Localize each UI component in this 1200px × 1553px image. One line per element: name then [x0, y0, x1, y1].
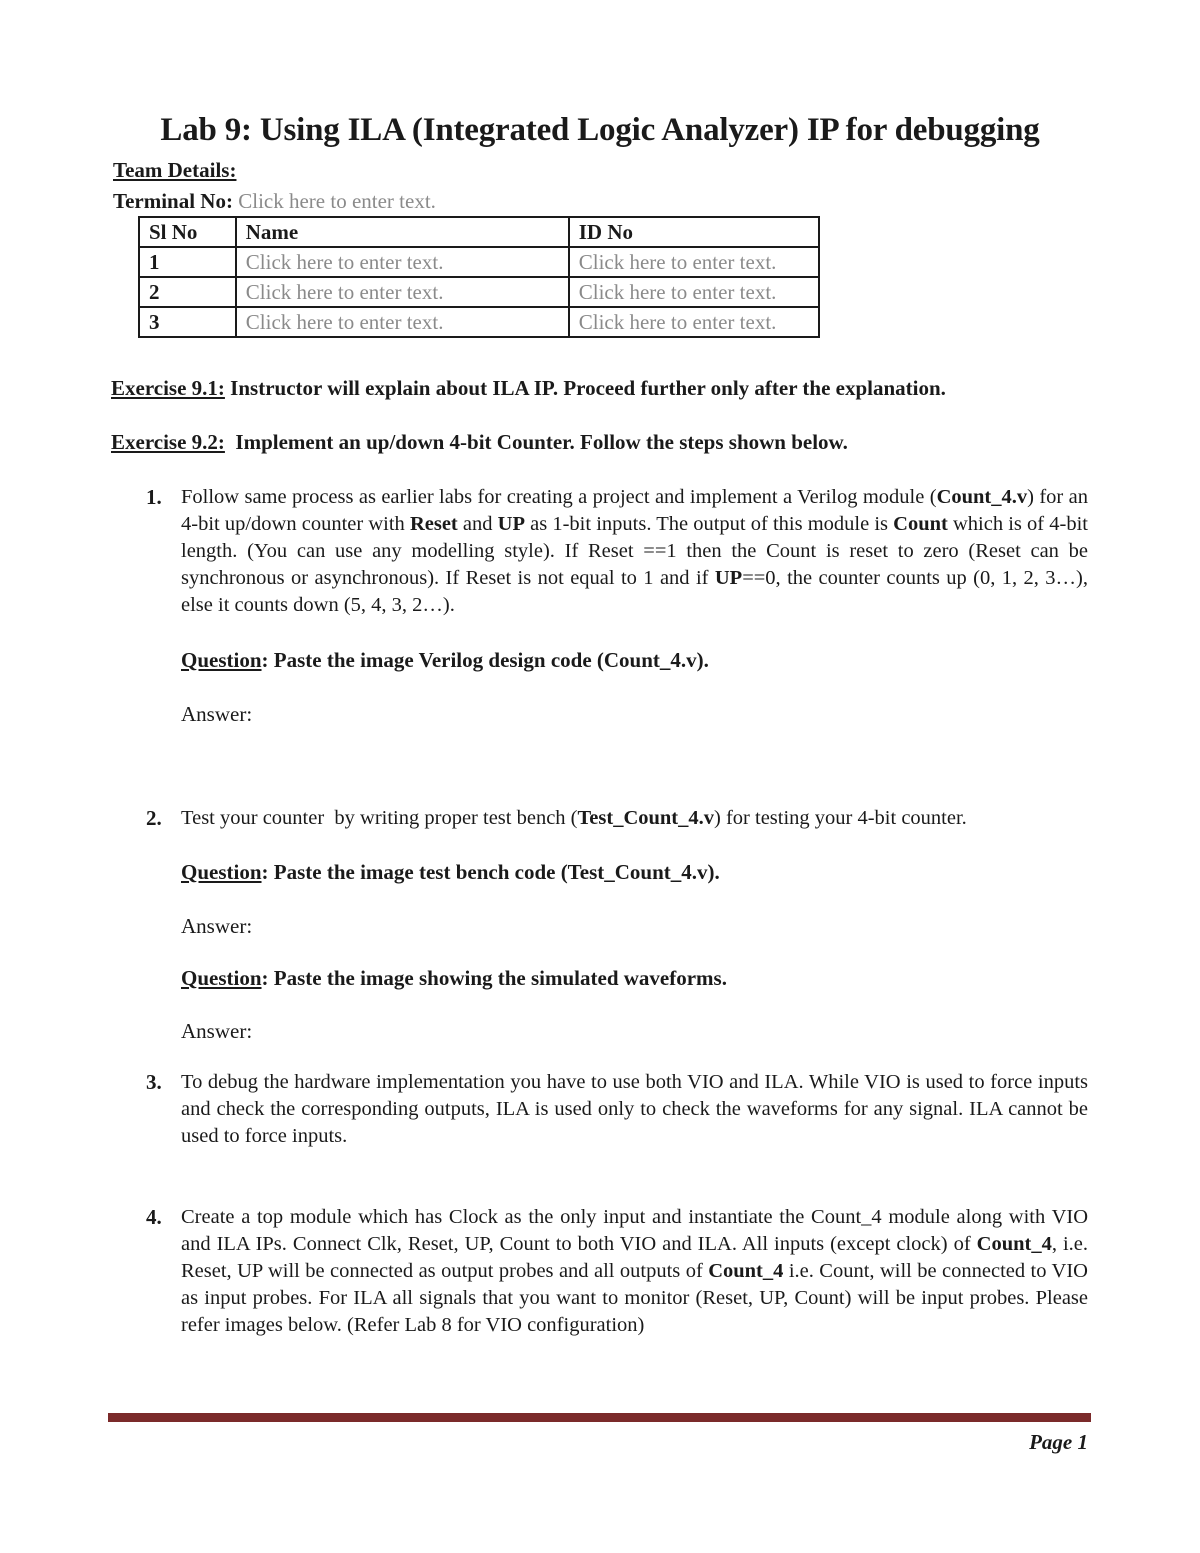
step-2-number: 2.: [146, 806, 162, 830]
step-1-text: Follow same process as earlier labs for creating a project and implement a Verilog module (Count_4.v) for an 4-bit up/down counter with Reset and UP as 1-bit inputs. The output of this module is Count which is of 4-bit length. (You can use any modelling style). If Reset ==1 then the Count is reset to zero (Reset can be synchronous or asynchronous). If Reset is not equal to 1 and if UP==0, the counter counts up (0, 1, 2, 3…), else it counts down (5, 4, 3, 2…).: [181, 486, 1088, 616]
team-table-header: [139, 217, 819, 247]
id-input[interactable]: Click here to enter text.: [569, 247, 819, 277]
terminal-row: [113, 189, 436, 214]
step-3-text: To debug the hardware implementation you have to use both VIO and ILA. While VIO is used to force inputs and check the corresponding outputs, ILA is used only to check the waveforms for any signal. ILA cannot be used to force inputs.: [181, 1071, 1088, 1147]
header-id-no: ID No: [569, 217, 819, 247]
header-name: Name: [236, 217, 569, 247]
page-number: Page 1: [1029, 1430, 1088, 1454]
exercise-9-2: [111, 430, 848, 455]
step-4-text: Create a top module which has Clock as the only input and instantiate the Count_4 module along with VIO and ILA IPs. Connect Clk, Reset, UP, Count to both VIO and ILA. All inputs (except clock) of Count_4, i.e. Reset, UP will be connected as output probes and all outputs of Count_4 i.e. Count, will be connected to VIO as input probes. For ILA all signals that you want to monitor (Reset, UP, Count) will be input probes. Please refer images below. (Refer Lab 8 for VIO configuration): [181, 1206, 1088, 1336]
table-row: [139, 307, 819, 337]
exercise-9-2-text: Implement an up/down 4-bit Counter. Follow the steps shown below.: [224, 430, 848, 454]
step-2-answer[interactable]: Answer:: [181, 914, 253, 938]
exercise-9-1-label: Exercise 9.1:: [111, 376, 225, 400]
row-sl-no: 3: [139, 307, 236, 337]
id-input[interactable]: Click here to enter text.: [569, 277, 819, 307]
terminal-label: Terminal No:: [113, 189, 233, 213]
table-row: [139, 277, 819, 307]
step-2-question: Question: Paste the image test bench code (Test_Count_4.v).: [181, 860, 720, 884]
header-sl-no: Sl No: [139, 217, 236, 247]
step-4-number: 4.: [146, 1205, 162, 1229]
row-sl-no: 1: [139, 247, 236, 277]
team-table: [138, 216, 820, 338]
name-input[interactable]: Click here to enter text.: [236, 307, 569, 337]
step-2-answer-2[interactable]: Answer:: [181, 1019, 253, 1043]
step-2-question-2: Question: Paste the image showing the simulated waveforms.: [181, 966, 727, 990]
terminal-input[interactable]: Click here to enter text.: [238, 189, 436, 213]
step-2-text: Test your counter by writing proper test bench (Test_Count_4.v) for testing your 4-bit counter.: [181, 807, 967, 829]
exercise-9-1-text: Instructor will explain about ILA IP. Proceed further only after the explanation.: [224, 376, 946, 400]
step-1-question: Question: Paste the image Verilog design code (Count_4.v).: [181, 648, 709, 672]
document-title: Lab 9: Using ILA (Integrated Logic Analyzer) IP for debugging: [160, 112, 1040, 148]
step-1-number: 1.: [146, 485, 162, 509]
step-3-number: 3.: [146, 1070, 162, 1094]
exercise-9-1: [111, 376, 946, 401]
name-input[interactable]: Click here to enter text.: [236, 247, 569, 277]
name-input[interactable]: Click here to enter text.: [236, 277, 569, 307]
id-input[interactable]: Click here to enter text.: [569, 307, 819, 337]
table-row: [139, 247, 819, 277]
team-details-heading: Team Details:: [113, 158, 237, 182]
footer-divider: [108, 1413, 1091, 1422]
exercise-9-2-label: Exercise 9.2:: [111, 430, 225, 454]
step-1-answer[interactable]: Answer:: [181, 702, 253, 726]
row-sl-no: 2: [139, 277, 236, 307]
